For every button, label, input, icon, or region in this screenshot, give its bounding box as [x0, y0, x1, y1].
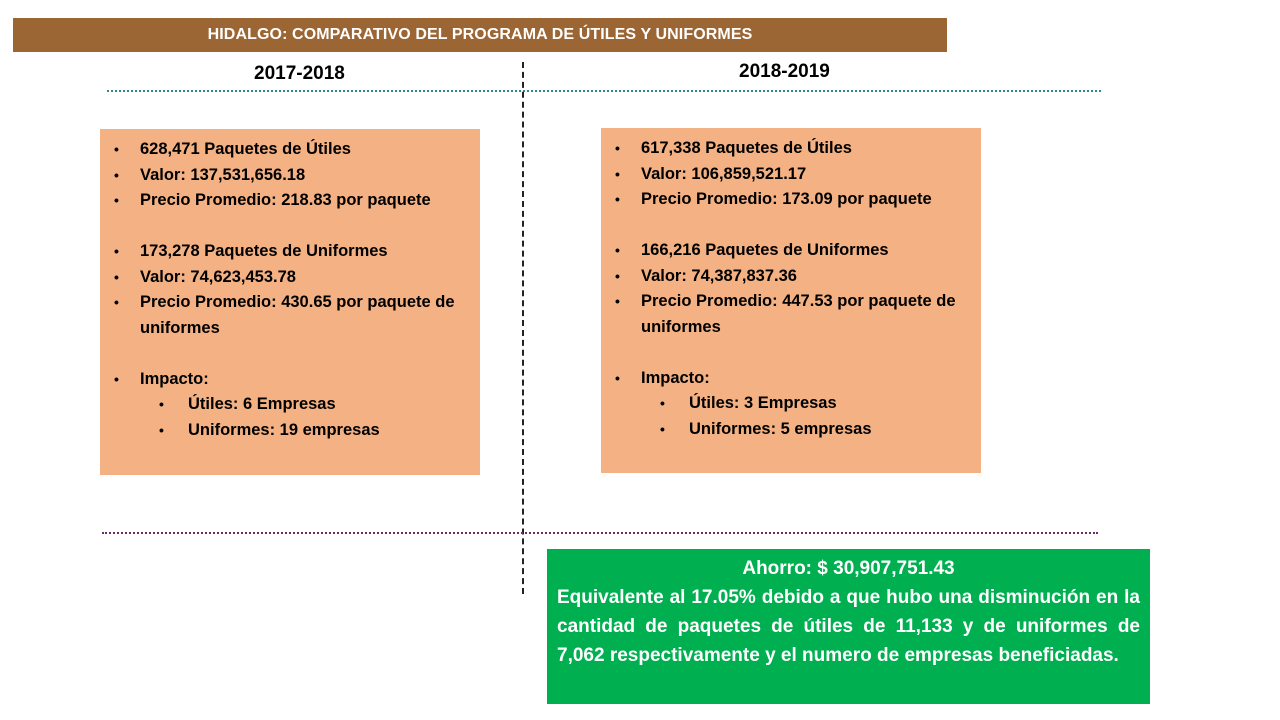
list-item: • Valor: 137,531,656.18: [114, 163, 470, 189]
list-item: • 166,216 Paquetes de Uniformes: [615, 238, 971, 264]
top-divider: [107, 90, 1101, 92]
savings-headline: Ahorro: $ 30,907,751.43: [742, 558, 955, 579]
list-item: • Precio Promedio: 173.09 por paquete: [615, 187, 971, 213]
bottom-divider: [102, 532, 1098, 534]
list-item: • 617,338 Paquetes de Útiles: [615, 136, 971, 162]
list-item: • 173,278 Paquetes de Uniformes: [114, 239, 470, 265]
summary-card-2018-2019: [601, 128, 981, 473]
center-divider: [522, 62, 524, 594]
list-item: • Impacto:: [615, 366, 971, 392]
list-item: • Precio Promedio: 430.65 por paquete de uniformes: [114, 290, 470, 341]
list-item: • 628,471 Paquetes de Útiles: [114, 137, 470, 163]
list-item: • Valor: 106,859,521.17: [615, 162, 971, 188]
list-item: • Valor: 74,623,453.78: [114, 265, 470, 291]
list-item: • Precio Promedio: 218.83 por paquete: [114, 188, 470, 214]
list-item: • Valor: 74,387,837.36: [615, 264, 971, 290]
year-label-left: 2017-2018: [254, 63, 345, 84]
impact-item: • Útiles: 6 Empresas: [114, 392, 470, 418]
impact-item: • Uniformes: 19 empresas: [114, 418, 470, 444]
list-item: • Precio Promedio: 447.53 por paquete de uniformes: [615, 289, 971, 340]
savings-description: Equivalente al 17.05% debido a que hubo una disminución en la cantidad de paquetes de útiles de 11,133 y de uniformes de 7,062 respectivamente y el numero de empresas beneficiadas.: [557, 587, 1140, 666]
impact-item: • Uniformes: 5 empresas: [615, 417, 971, 443]
savings-box: [547, 549, 1150, 704]
summary-card-2017-2018: [100, 129, 480, 475]
impact-item: • Útiles: 3 Empresas: [615, 391, 971, 417]
year-label-right: 2018-2019: [739, 61, 830, 82]
list-item: • Impacto:: [114, 367, 470, 393]
page-title: HIDALGO: COMPARATIVO DEL PROGRAMA DE ÚTILES Y UNIFORMES: [13, 18, 947, 52]
